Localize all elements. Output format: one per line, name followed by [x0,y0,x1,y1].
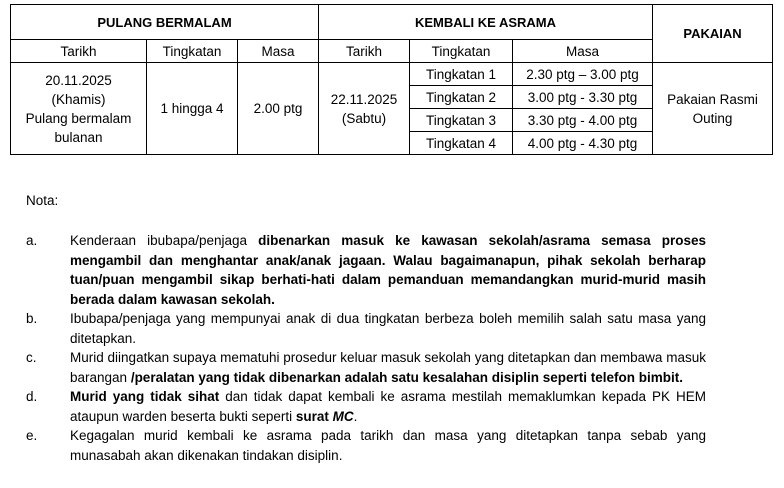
pulang-day: (Khamis) [51,91,106,107]
pulang-desc2: bulanan [54,129,103,145]
note-body [70,387,706,426]
kembali-masa-3: 3.30 ptg - 4.00 ptg [513,109,653,132]
pulang-date-cell [11,63,147,155]
note-a-text: Kenderaan ibubapa/penjaga [70,233,259,248]
kembali-header: KEMBALI KE ASRAMA [319,5,653,40]
pulang-desc1: Pulang bermalam [25,110,132,126]
note-b-text: Ibubapa/penjaga yang mempunyai anak di dua tingkatan berbeza boleh memilih salah satu masa yang ditetapkan. [70,311,706,346]
pakaian-line2: Outing [692,110,733,126]
note-letter: d. [26,389,38,404]
note-body [70,348,706,387]
kembali-tingkatan-3: Tingkatan 3 [410,109,513,132]
note-d-end: . [353,408,358,424]
schedule-table [10,4,773,155]
note-d-bold: Murid yang tidak sihat [70,389,220,404]
note-c-text: Murid diingatkan supaya mematuhi prosedur keluar masuk sekolah yang ditetapkan dan membawa masuk barangan [70,350,706,385]
pakaian-header: PAKAIAN [653,5,773,63]
note-letter: a. [26,233,38,248]
note-c-bold: /peralatan yang tidak dibenarkan adalah satu kesalahan disiplin seperti telefon bimbit. [130,369,683,385]
note-e-text: Kegagalan murid kembali ke asrama pada tarikh dan masa yang ditetapkan tanpa sebab yang munasabah akan dikenakan tindakan disiplin. [70,428,706,463]
note-d-surat: surat [295,408,333,424]
kembali-tingkatan-1: Tingkatan 1 [410,63,513,86]
pakaian-line1: Pakaian Rasmi [667,91,758,107]
col-masa-kembali: Masa [513,40,653,63]
pulang-tingkatan: 1 hingga 4 [147,63,238,155]
kembali-day: (Sabtu) [341,110,387,126]
kembali-tingkatan-2: Tingkatan 2 [410,86,513,109]
note-a-bold: dibenarkan masuk ke kawasan sekolah/asrama semasa proses mengambil dan menghantar anak/anak jagaan. Walau bagaimanapun, pihak sekolah berharap tuan/puan mengambil sikap berhati-hati dalam pemanduan memandangkan murid-murid masih berada dalam kawasan sekolah. [70,233,707,307]
kembali-date: 22.11.2025 [330,91,398,107]
kembali-masa-1: 2.30 ptg – 3.00 ptg [513,63,653,86]
pulang-header: PULANG BERMALAM [11,5,319,40]
pulang-date: 20.11.2025 [45,72,112,88]
note-body [70,231,706,309]
kembali-masa-2: 3.00 ptg - 3.30 ptg [513,86,653,109]
note-letter: c. [26,350,37,365]
pakaian-cell [653,63,773,155]
notes-list [26,231,706,465]
note-a [26,231,706,309]
note-letter: e. [26,428,38,443]
col-tarikh-kembali: Tarikh [319,40,410,63]
note-b [26,309,706,348]
kembali-date-cell [319,63,410,155]
note-d-mc: MC [332,408,354,424]
col-tingkatan-kembali: Tingkatan [410,40,513,63]
pulang-masa: 2.00 ptg [238,63,319,155]
kembali-masa-4: 4.00 ptg - 4.30 ptg [513,132,653,155]
note-c [26,348,706,387]
nota-label: Nota: [26,193,59,208]
note-letter: b. [26,311,38,326]
note-e [26,426,706,465]
col-masa-pulang: Masa [238,40,319,63]
col-tarikh-pulang: Tarikh [11,40,147,63]
note-d-text: dan tidak dapat kembali ke asrama mestilah memaklumkan kepada PK HEM ataupun warden beserta bukti seperti [70,389,706,424]
kembali-tingkatan-4: Tingkatan 4 [410,132,513,155]
note-d [26,387,706,426]
col-tingkatan-pulang: Tingkatan [147,40,238,63]
